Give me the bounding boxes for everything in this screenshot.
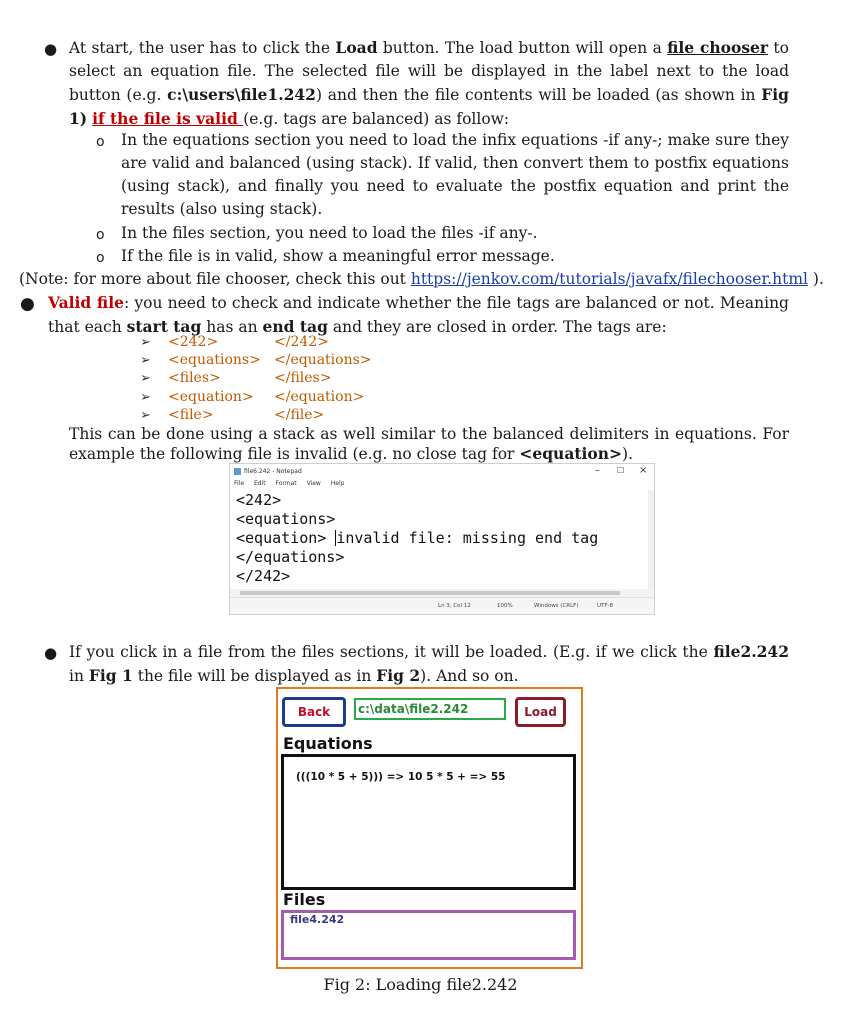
paragraph-valid-file: Valid file: you need to check and indicate whether the file tags are balanced or not. Meaning that each start tag has an end tag and they are closed in order. The tags are: [48,293,789,336]
back-button[interactable]: Back [282,697,346,727]
minimize-icon[interactable]: – [595,465,600,476]
sub-bullet-icon: o [96,250,105,266]
files-box [281,910,576,960]
status-position: Ln 3, Col 12 [438,603,471,609]
status-encoding: UTF-8 [597,603,614,609]
menu-edit[interactable]: Edit [253,480,266,487]
fig2-app-window [276,687,583,969]
status-zoom: 100% [497,603,513,609]
notepad-window [229,463,655,615]
tag-row: ➢ <242> </242> [140,334,329,350]
notepad-icon [234,468,241,475]
horizontal-scrollbar[interactable] [230,589,654,597]
tag-row: ➢ <file> </file> [140,407,325,423]
paragraph-click-file: If you click in a file from the files sections, it will be loaded. (E.g. if we click the file2.242 in Fig 1 the file will be displayed as in Fig 2). And so on. [69,642,789,685]
arrow-icon: ➢ [140,371,151,386]
sub-item-equations: In the equations section you need to load the infix equations -if any-; make sure they are valid and balanced (using stack). If valid, then convert them to postfix equations (using stack), and finally you need to evaluate the postfix equation and print the results (also using stack). [121,131,789,218]
sub-item-invalid: If the file is in valid, show a meaningful error message. [121,247,555,265]
notepad-titlebar [230,464,654,478]
notepad-menubar [234,480,352,487]
equations-box [281,754,576,890]
bullet-dot-icon: ● [44,40,58,58]
scroll-thumb[interactable] [240,591,620,595]
notepad-text-area[interactable]: <242> <equations> <equation> invalid file: missing end tag </equations> </242> [236,491,599,585]
equation-line[interactable]: (((10 * 5 + 5))) => 10 5 * 5 + => 55 [296,771,506,783]
tag-row: ➢ <files> </files> [140,370,332,386]
file-path-label: c:\data\file2.242 [354,698,506,720]
close-icon[interactable]: × [639,465,648,476]
figure-caption: Fig 2: Loading file2.242 [323,975,518,994]
sub-item-files: In the files section, you need to load the files -if any-. [121,224,538,242]
bullet-dot-icon: ● [44,644,58,662]
notepad-statusbar [230,597,654,614]
sub-bullet-icon: o [96,227,105,243]
arrow-icon: ➢ [140,390,151,405]
bullet-dot-icon: ● [20,294,35,314]
menu-format[interactable]: Format [275,480,297,487]
paragraph-stack-example: This can be done using a stack as well similar to the balanced delimiters in equations. For example the following file is invalid (e.g. no close tag for <equation>). [69,425,789,463]
sub-bullet-icon: o [96,134,105,150]
arrow-icon: ➢ [140,335,151,350]
vertical-scrollbar[interactable] [648,490,654,596]
menu-view[interactable]: View [306,480,321,487]
status-eol: Windows (CRLF) [534,603,579,609]
equations-title: Equations [283,734,373,753]
menu-help[interactable]: Help [330,480,345,487]
load-button[interactable]: Load [515,697,566,727]
tag-row: ➢ <equations> </equations> [140,352,372,368]
maximize-icon[interactable]: ☐ [617,466,625,475]
paragraph-load: At start, the user has to click the Load button. The load button will open a file chooser to select an equation file. The selected file will be displayed in the label next to the load button (e.g. c:\users\file1.242) and then the file contents will be loaded (as shown in Fig 1) if the file is valid (e.g. tags are balanced) as follow: [69,38,789,128]
file-item[interactable]: file4.242 [290,913,345,926]
files-title: Files [283,890,326,909]
filechooser-link[interactable]: https://jenkov.com/tutorials/javafx/filechooser.html [410,270,808,288]
menu-file[interactable]: File [234,480,245,487]
tag-row: ➢ <equation> </equation> [140,389,365,405]
arrow-icon: ➢ [140,353,151,368]
notepad-title: file6.242 - Notepad [244,468,302,475]
note-line: (Note: for more about file chooser, check this out https://jenkov.com/tutorials/javafx/filechooser.html ). [19,270,824,288]
arrow-icon: ➢ [140,408,151,423]
